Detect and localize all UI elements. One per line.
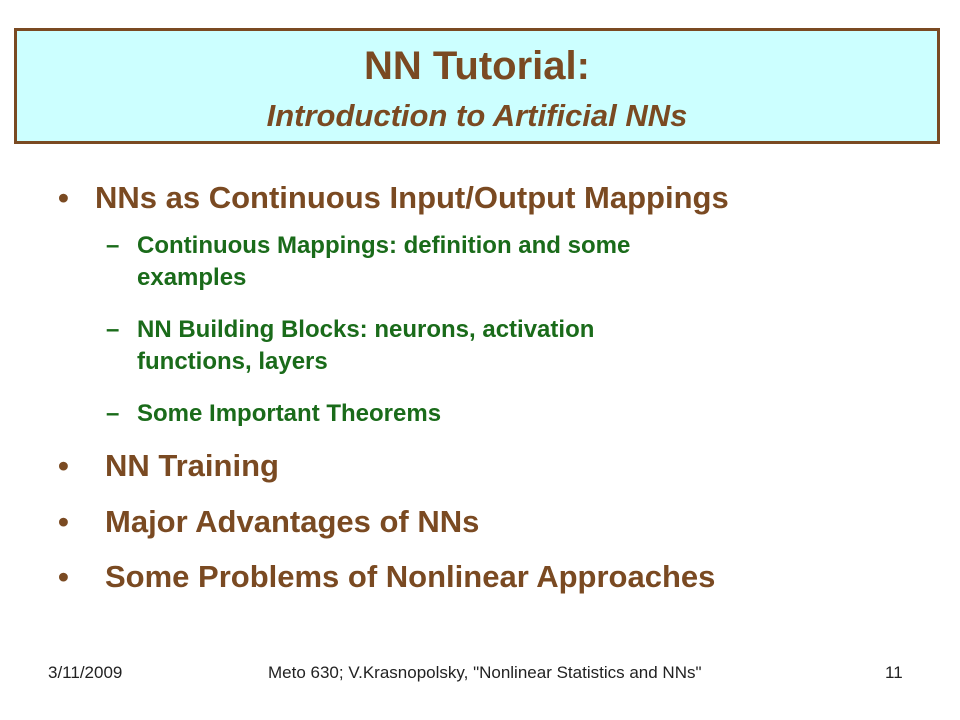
bullet-text: NN Training xyxy=(105,448,279,483)
bullet-text: NNs as Continuous Input/Output Mappings xyxy=(95,180,729,215)
bullet-marker: • xyxy=(58,448,69,483)
sub-bullet-marker: – xyxy=(106,316,120,343)
sub-bullet-line: Continuous Mappings: definition and some xyxy=(137,232,631,259)
bullet-text: Some Problems of Nonlinear Approaches xyxy=(105,559,716,594)
sub-bullet-line: Some Important Theorems xyxy=(137,400,442,427)
sub-bullet-line: examples xyxy=(137,264,247,291)
footer-date: 3/11/2009 xyxy=(48,663,123,682)
slide-title: NN Tutorial: xyxy=(364,44,590,88)
page-number: 11 xyxy=(885,663,903,682)
bullet-marker: • xyxy=(58,504,69,539)
footer-caption: Meto 630; V.Krasnopolsky, "Nonlinear Statistics and NNs" xyxy=(268,663,702,682)
bullet-marker: • xyxy=(58,559,69,594)
bullet-marker: • xyxy=(58,180,69,215)
sub-bullet-marker: – xyxy=(106,400,120,427)
title-box xyxy=(14,28,940,144)
sub-bullet-line: functions, layers xyxy=(137,348,328,375)
slide-subtitle: Introduction to Artificial NNs xyxy=(266,98,688,133)
sub-bullet-line: NN Building Blocks: neurons, activation xyxy=(137,316,595,343)
sub-bullet-marker: – xyxy=(106,232,120,259)
bullet-text: Major Advantages of NNs xyxy=(105,504,480,539)
